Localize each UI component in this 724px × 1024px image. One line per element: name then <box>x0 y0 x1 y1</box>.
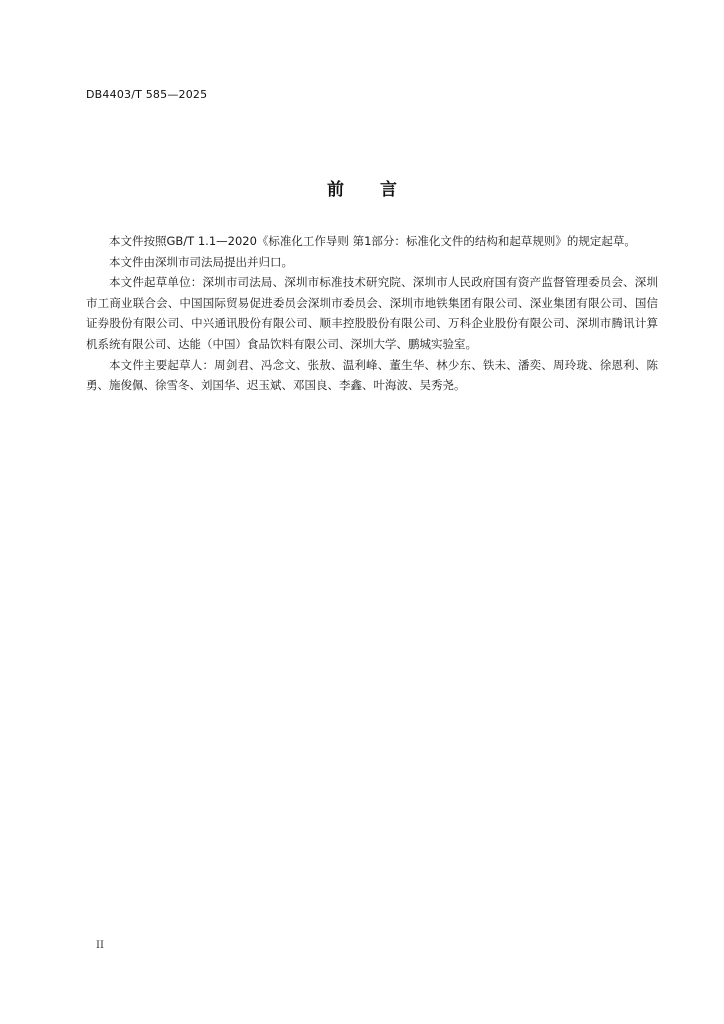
paragraph-proposer: 本文件由深圳市司法局提出并归口。 <box>109 254 293 269</box>
page-title: 前言 <box>327 180 433 200</box>
foreword-body <box>86 231 658 396</box>
paragraph-main-drafters: 本文件主要起草人：周剑君、冯念文、张敖、温利峰、董生华、林少东、铁未、潘奕、周玲珑、徐恩利、陈勇、施俊佩、徐雪冬、刘国华、迟玉斌、邓国良、李鑫、叶海波、吴秀尧。 <box>86 357 658 393</box>
paragraph-drafting-rules: 本文件按照GB/T 1.1—2020《标准化工作导则 第1部分：标准化文件的结构和起草规则》的规定起草。 <box>109 234 636 248</box>
paragraph-drafting-units: 本文件起草单位：深圳市司法局、深圳市标准技术研究院、深圳市人民政府国有资产监督管理委员会、深圳市工商业联合会、中国国际贸易促进委员会深圳市委员会、深圳市地铁集团有限公司、深业集团有限公司、国信证券股份有限公司、中兴通讯股份有限公司、顺丰控股股份有限公司、万科企业股份有限公司、深圳市腾讯计算机系统有限公司、达能（中国）食品饮料有限公司、深圳大学、鹏城实验室。 <box>86 275 658 351</box>
page-number: II <box>96 940 104 951</box>
document-code: DB4403/T 585—2025 <box>86 88 208 101</box>
